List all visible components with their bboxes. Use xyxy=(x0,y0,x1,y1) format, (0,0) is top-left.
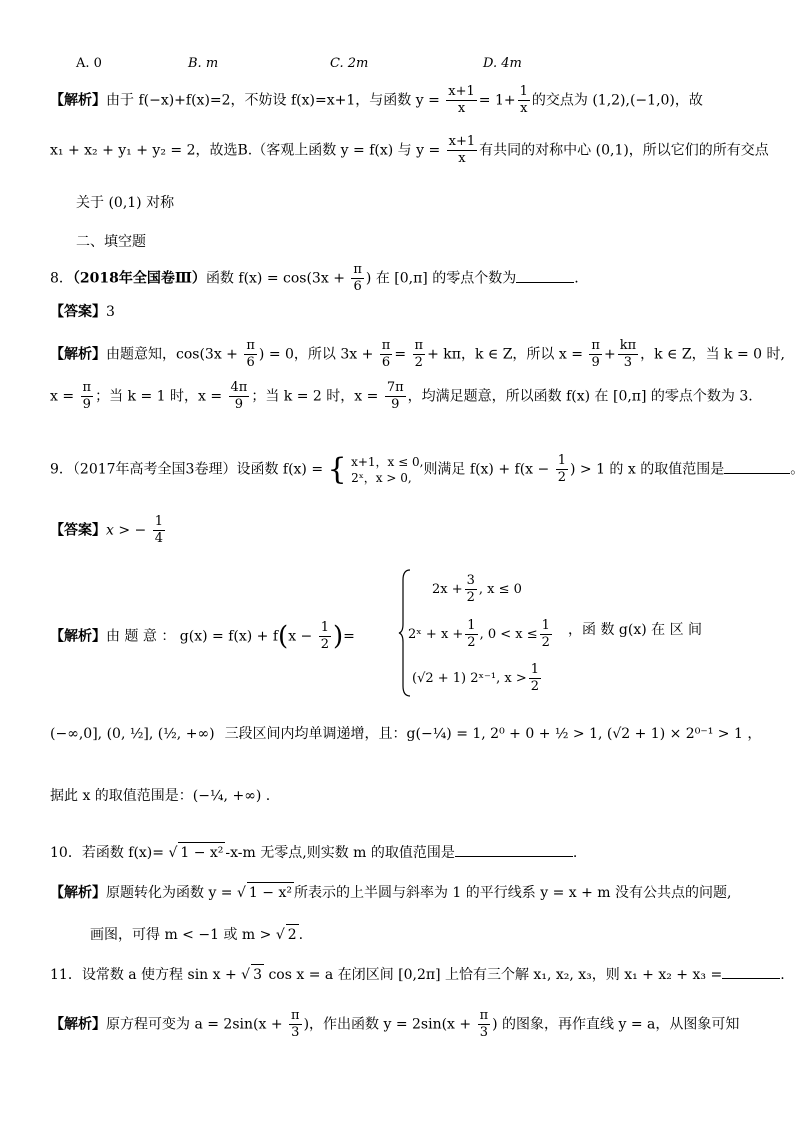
fraction: $\frac{x+1}{x}$ xyxy=(448,134,476,166)
answer-tag: 【答案】 xyxy=(50,522,106,539)
q9-answer-pre: x > − xyxy=(106,522,147,539)
q8-a1-post: ，k ∈ Z，当 k = 0 时, xyxy=(640,346,785,363)
answer-blank[interactable] xyxy=(724,459,790,474)
q11-stem xyxy=(50,964,785,985)
fraction: $\frac{1}{x}$ xyxy=(519,84,528,116)
q11-a-mid: )，作出函数 y = 2sin(x + xyxy=(303,1016,472,1033)
q8-answer xyxy=(50,302,115,322)
fraction: $\frac{1}{4}$ xyxy=(154,514,163,546)
q8-end: . xyxy=(574,270,579,287)
q10-a1-pre: 原题转化为函数 y = xyxy=(106,885,233,901)
q7-line1-mid: = 1+ xyxy=(478,92,516,109)
option-b: B. m xyxy=(188,56,219,71)
q8-a1-mid3: + kπ，k ∈ Z，所以 x = xyxy=(427,346,583,363)
q9-g-case2: 2ˣ + x + $\frac{1}{2}$ , 0 < x ≤ $\frac{1}{2}$ xyxy=(408,618,550,650)
q9-analysis-line2 xyxy=(50,724,761,744)
q8-a2-s1: ；当 k = 1 时，x = xyxy=(95,388,223,405)
analysis-tag: 【解析】 xyxy=(50,1016,106,1033)
q9-g-case3: (√2 + 1) 2ˣ⁻¹, x > $\frac{1}{2}$ xyxy=(412,662,540,694)
q8-a1-mid1: ) = 0，所以 3x + xyxy=(258,346,374,363)
fraction: $\frac{1}{2}$ xyxy=(541,618,550,650)
fraction: $\frac{1}{2}$ xyxy=(320,620,329,652)
q11-analysis xyxy=(50,1008,739,1041)
q9-stem xyxy=(50,453,804,486)
analysis-tag: 【解析】 xyxy=(50,628,106,645)
analysis-tag: 【解析】 xyxy=(50,92,106,109)
fraction: $\frac{\pi}{6}$ xyxy=(246,338,255,370)
q10-end: . xyxy=(572,845,578,861)
fraction: $\frac{1}{2}$ xyxy=(467,618,476,650)
q10-a2-radicand: 2 xyxy=(286,924,299,945)
q11-mid: cos x = a 在闭区间 [0,2π] 上恰有三个解 x₁, x₂, x₃，则 x₁ + x₂ + x₃ = xyxy=(268,967,723,983)
q10-a1-post: 所表示的上半圆与斜率为 1 的平行线系 y = x + m 没有公共点的问题, xyxy=(293,885,732,901)
section-heading: 二、填空题 xyxy=(76,234,146,250)
analysis-tag: 【解析】 xyxy=(50,885,106,901)
q8-answer-value: 3 xyxy=(106,304,115,320)
q8-a2-post: ，均满足题意，所以函数 f(x) 在 [0,π] 的零点个数为 3. xyxy=(407,388,753,405)
fraction: $\frac{\pi}{6}$ xyxy=(353,262,362,294)
fraction: $\frac{\pi}{9}$ xyxy=(82,380,92,412)
q9-conclusion: 据此 x 的取值范围是：(−¼, +∞) . xyxy=(50,788,271,804)
option-d: D. 4m xyxy=(483,56,522,71)
answer-blank[interactable] xyxy=(516,268,574,283)
q9-g-arg: x − xyxy=(288,628,313,645)
q8-stem-post: ) 在 [0,π] 的零点个数为 xyxy=(365,270,517,287)
fraction: $\frac{\pi}{2}$ xyxy=(414,338,424,370)
q10-a2-end: . xyxy=(298,927,304,943)
fraction: $\frac{\pi}{6}$ xyxy=(381,338,391,370)
q7-line1-post: 的交点为 (1,2),(−1,0)，故 xyxy=(531,92,703,109)
q7-line2-pre: x₁ + x₂ + y₁ + y₂ = 2，故选B.（客观上函数 y = f(x) 与 y = xyxy=(50,142,441,159)
q9-analysis-g: 【解析】由 题 意 ： g(x) = f(x) + f(x − $\frac{1}{2}$ )= xyxy=(50,620,355,652)
q10-pre: 10．若函数 f(x)= xyxy=(50,845,164,861)
q11-radicand: 3 xyxy=(251,964,264,985)
fraction: $\frac{\pi}{3}$ xyxy=(291,1008,300,1040)
fraction: $\frac{1}{2}$ xyxy=(530,662,540,694)
q9-stem-pre: 9．（2017年高考全国3卷理）设函数 f(x) = xyxy=(50,461,324,478)
q10-analysis-line2 xyxy=(90,924,303,945)
q9-g-pre: 由 题 意 ： g(x) = f(x) + f xyxy=(106,628,279,645)
option-c: C. 2m xyxy=(330,56,369,71)
sqrt-icon: √ xyxy=(241,967,251,983)
fraction: $\frac{3}{2}$ xyxy=(466,573,475,605)
q10-analysis-line1 xyxy=(50,882,731,903)
fraction: $\frac{4\pi}{9}$ xyxy=(230,380,248,412)
q11-a-post: ) 的图象，再作直线 y = a，从图象可知 xyxy=(492,1016,740,1033)
q7-analysis-line3: 关于 (0,1) 对称 xyxy=(76,195,175,211)
q9-stem-post: ) > 1 的 x 的取值范围是 xyxy=(569,461,725,478)
q8-a2-x: x = xyxy=(50,388,75,405)
analysis-tag: 【解析】 xyxy=(50,346,106,363)
q8-a1-pre: 由题意知，cos(3x + xyxy=(106,346,238,363)
answer-tag: 【答案】 xyxy=(50,304,106,320)
q9-line2-post: 三段区间内均单调递增，且：g(−¼) = 1, 2⁰ + 0 + ½ > 1, (√2 + 1) × 2⁰⁻¹ > 1 ， xyxy=(224,726,762,742)
fraction: $\frac{7\pi}{9}$ xyxy=(386,380,404,412)
q8-stem-pre: 函数 f(x) = cos(3x + xyxy=(205,270,345,287)
option-a: A. 0 xyxy=(76,56,102,71)
q8-source: （2018年全国卷Ⅲ） xyxy=(72,270,206,287)
answer-blank[interactable] xyxy=(722,964,780,979)
q9-case2: 2ˣ，x > 0, xyxy=(351,470,412,485)
q11-a-pre: 原方程可变为 a = 2sin(x + xyxy=(106,1016,283,1033)
fraction: $\frac{\pi}{9}$ xyxy=(591,338,600,370)
q8-analysis-line2 xyxy=(50,380,753,413)
q8-stem xyxy=(50,262,579,295)
sqrt-icon: √ xyxy=(275,927,285,943)
q7-line1-pre: 由于 f(−x)+f(x)=2，不妨设 f(x)=x+1，与函数 y = xyxy=(106,92,440,109)
fraction: $\frac{k\pi}{3}$ xyxy=(619,338,637,370)
q10-a2-pre: 画图，可得 m < −1 或 m > xyxy=(90,927,272,943)
q11-end: . xyxy=(780,967,785,983)
q9-case1: x+1，x ≤ 0, xyxy=(351,454,424,469)
q10-a1-radicand: 1 − x² xyxy=(247,882,294,903)
sqrt-icon: √ xyxy=(237,885,246,901)
q11-pre: 11．设常数 a 使方程 sin x + xyxy=(50,967,237,983)
q8-a1-plus: + xyxy=(603,346,616,363)
q9-g-post: ，函 数 g(x) 在 区 间 xyxy=(568,622,703,638)
sqrt-icon: √ xyxy=(168,845,178,861)
q9-stem-mid: 则满足 f(x) + f(x − xyxy=(423,461,550,478)
q10-stem xyxy=(50,842,577,863)
fraction: $\frac{\pi}{3}$ xyxy=(479,1008,489,1040)
answer-blank[interactable] xyxy=(455,842,573,857)
fraction: $\frac{1}{2}$ xyxy=(557,453,566,485)
q9-answer xyxy=(50,514,167,547)
q9-end: 。 xyxy=(790,461,804,478)
q9-g-case1: 2x + $\frac{3}{2}$ , x ≤ 0 xyxy=(432,573,522,605)
q7-analysis-line2 xyxy=(50,134,769,167)
brace-icon: { xyxy=(327,451,347,487)
q8-number: 8． xyxy=(50,270,73,287)
q8-a1-mid2: = xyxy=(394,346,407,363)
q9-intervals: (−∞,0], (0, ½], (½, +∞) xyxy=(50,726,215,742)
q8-analysis-line1 xyxy=(50,338,785,371)
q7-analysis-line1 xyxy=(50,84,703,117)
q10-radicand: 1 − x² xyxy=(178,842,225,863)
q10-post: -x-m 无零点,则实数 m 的取值范围是 xyxy=(225,845,455,861)
q7-line2-post: 有共同的对称中心 (0,1)，所以它们的所有交点 xyxy=(479,142,769,159)
q8-a2-s2: ；当 k = 2 时，x = xyxy=(251,388,379,405)
fraction: $\frac{x+1}{x}$ xyxy=(448,84,475,116)
